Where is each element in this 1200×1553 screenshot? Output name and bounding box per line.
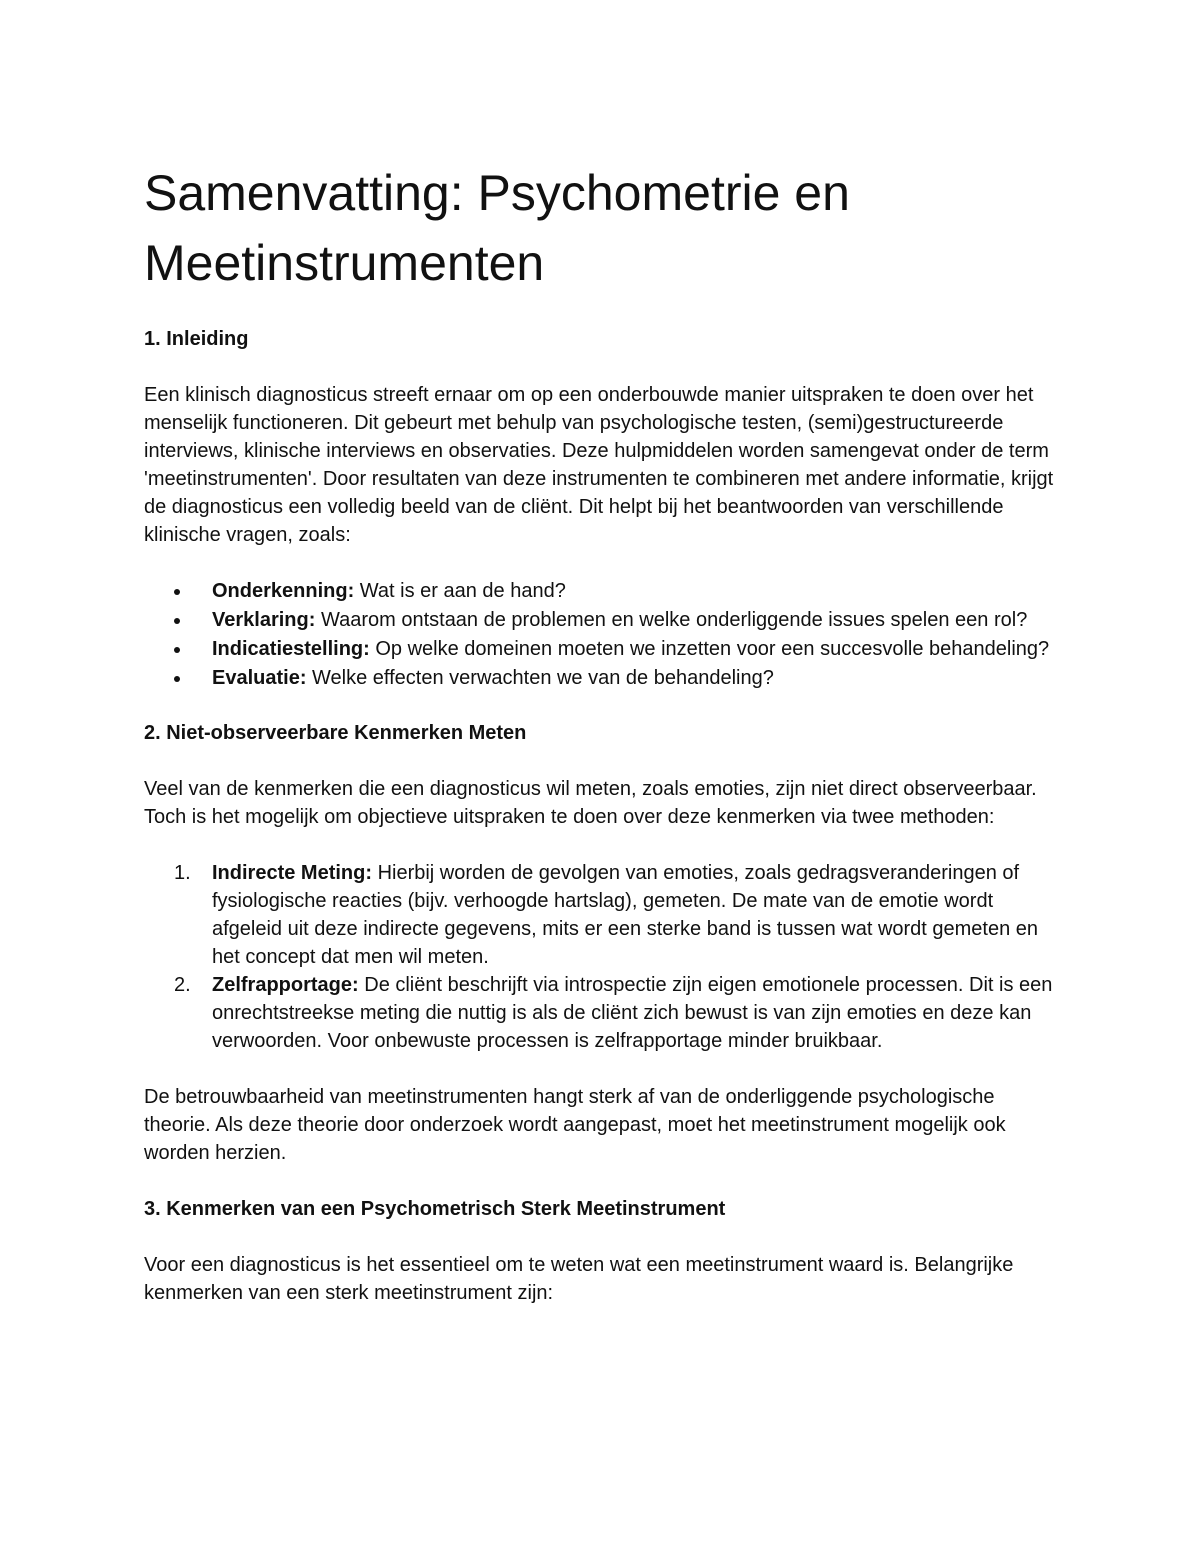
- methods-list: [144, 859, 1064, 1055]
- list-item-term: Evaluatie:: [212, 667, 307, 689]
- title-line-2: Meetinstrumenten: [144, 235, 545, 291]
- list-item-term: Onderkenning:: [212, 580, 355, 602]
- list-item-term: Verklaring:: [212, 609, 316, 631]
- list-item-term: Zelfrapportage:: [212, 974, 359, 996]
- list-item-text: Op welke domeinen moeten we inzetten voor een succesvolle behandeling?: [369, 638, 1050, 660]
- document-title: [144, 158, 1064, 298]
- list-item: [144, 635, 1064, 664]
- bullet-icon: [174, 618, 180, 624]
- list-item-text: De cliënt beschrijft via introspectie zijn eigen emotionele processen. Dit is een onrechtstreekse meting die nuttig is als de cliënt zich bewust is van zijn emoties en deze kan verwoorden. Voor onbewuste processen is zelfrapportage minder bruikbaar.: [212, 974, 1053, 1052]
- list-item: [144, 577, 1064, 606]
- section-heading-kenmerken: 3. Kenmerken van een Psychometrisch Sterk Meetinstrument: [144, 1198, 726, 1220]
- paragraph-betrouwbaarheid: De betrouwbaarheid van meetinstrumenten hangt sterk af van de onderliggende psychologische theorie. Als deze theorie door onderzoek wordt aangepast, moet het meetinstrument mogelijk ook worden herzien.: [144, 1086, 1006, 1164]
- list-item-text: Hierbij worden de gevolgen van emoties, zoals gedragsveranderingen of fysiologische reacties (bijv. verhoogde hartslag), gemeten. De mate van de emotie wordt afgeleid uit deze indirecte gegevens, mits er een sterke band is tussen wat wordt gemeten en het concept dat men wil meten.: [212, 862, 1039, 968]
- bullet-icon: [174, 647, 180, 653]
- paragraph-inleiding: Een klinisch diagnosticus streeft ernaar om op een onderbouwde manier uitspraken te doen over het menselijk functioneren. Dit gebeurt met behulp van psychologische testen, (semi)gestructureerde interviews, klinische interviews en observaties. Deze hulpmiddelen worden samengevat onder de term 'meetinstrumenten'. Door resultaten van deze instrumenten te combineren met andere informatie, krijgt de diagnosticus een volledig beeld van de cliënt. Dit helpt bij het beantwoorden van verschillende klinische vragen, zoals:: [144, 384, 1054, 546]
- list-item: [144, 606, 1064, 635]
- title-line-1: Samenvatting: Psychometrie en: [144, 165, 850, 221]
- list-item-number: 1.: [174, 862, 191, 884]
- list-item-number: 2.: [174, 974, 191, 996]
- paragraph-niet-observeerbaar: Veel van de kenmerken die een diagnosticus wil meten, zoals emoties, zijn niet direct observeerbaar. Toch is het mogelijk om objectieve uitspraken te doen over deze kenmerken via twee methoden:: [144, 778, 1037, 828]
- bullet-icon: [174, 676, 180, 682]
- list-item-text: Waarom ontstaan de problemen en welke onderliggende issues spelen een rol?: [315, 609, 1028, 631]
- bullet-icon: [174, 589, 180, 595]
- paragraph-kenmerken: Voor een diagnosticus is het essentieel om te weten wat een meetinstrument waard is. Belangrijke kenmerken van een sterk meetinstrument zijn:: [144, 1254, 1014, 1304]
- list-item: [144, 971, 1064, 1055]
- list-item-term: Indicatiestelling:: [212, 638, 370, 660]
- list-item-term: Indirecte Meting:: [212, 862, 373, 884]
- document-page: [144, 158, 1064, 1307]
- section-heading-niet-observeerbaar: 2. Niet-observeerbare Kenmerken Meten: [144, 722, 527, 744]
- list-item: [144, 664, 1064, 693]
- clinical-questions-list: [144, 577, 1064, 693]
- list-item: [144, 859, 1064, 971]
- list-item-text: Welke effecten verwachten we van de behandeling?: [306, 667, 774, 689]
- section-heading-inleiding: 1. Inleiding: [144, 328, 249, 350]
- list-item-text: Wat is er aan de hand?: [354, 580, 566, 602]
